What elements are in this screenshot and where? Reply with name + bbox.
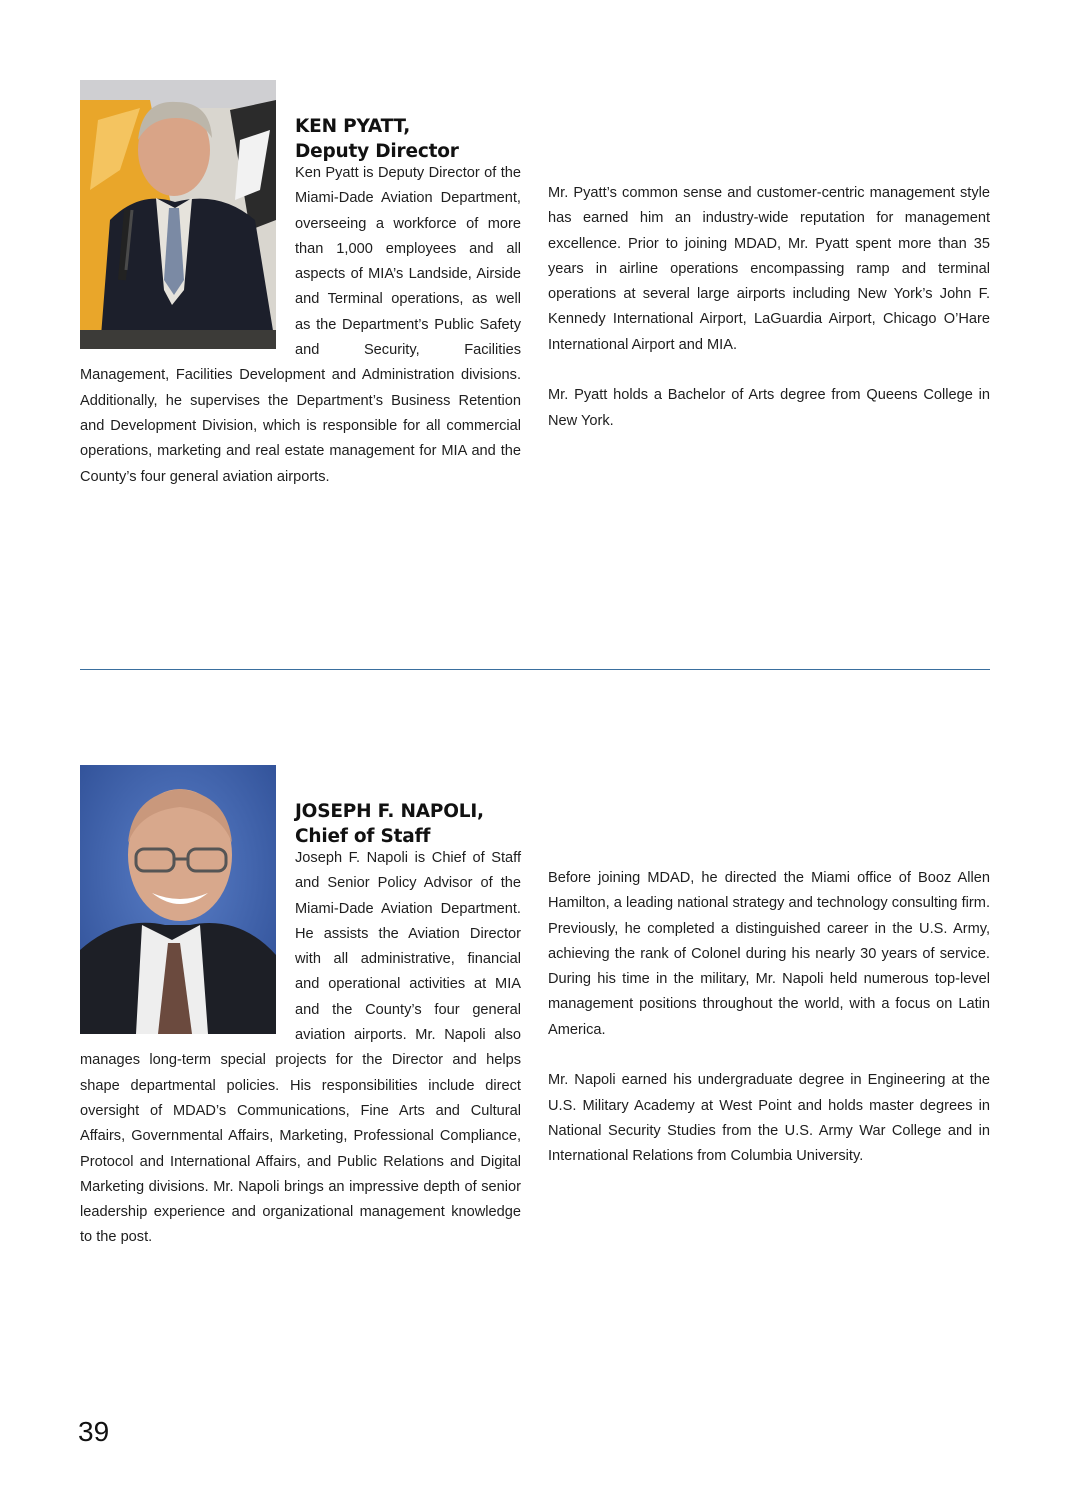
person-name: KEN PYATT, (295, 116, 411, 137)
bio-paragraph: Mr. Pyatt holds a Bachelor of Arts degree from Queens College in New York. (548, 387, 990, 429)
section-divider (80, 669, 990, 670)
bio-paragraph: Mr. Napoli earned his undergraduate degree in Engineering at the U.S. Military Academy at West Point and holds master degrees in National Security Studies from the U.S. Army War College and in International Relations from Columbia University. (548, 1072, 990, 1165)
left-column (80, 80, 521, 490)
bio-paragraph: Mr. Pyatt’s common sense and customer-centric management style has earned him an industry-wide reputation for management excellence. Prior to joining MDAD, Mr. Pyatt spent more than 35 years in airline operations encompassing ramp and terminal operations at several large airports including New York’s John F. Kennedy International Airport, LaGuardia Airport, Chicago O’Hare International Airport and MIA. (548, 185, 990, 353)
right-column (548, 866, 990, 1170)
bio-intro-text: Ken Pyatt is Deputy Director of the Miami-Dade Aviation Department, overseeing a workforce of more than 1,000 employees and all aspects of MIA’s Landside, Airside and Terminal operations, as well as the Department’s Public Safety and Security, Facilities Management, Facilities Development and Administration divisions. Additionally, he supervises the Department’s Business Retention and Development Division, which is responsible for all commercial operations, marketing and real estate management for MIA and the County’s four general aviation airports. (80, 165, 521, 485)
bio-intro-text: Joseph F. Napoli is Chief of Staff and Senior Policy Advisor of the Miami-Dade Aviation Department. He assists the Aviation Director with all administrative, financial and operational activities at MIA and the County’s four general aviation airports. Mr. Napoli also manages long-term special projects for the Director and helps shape departmental policies. His responsibilities include direct oversight of MDAD’s Communications, Fine Arts and Cultural Affairs, Governmental Affairs, Marketing, Professional Compliance, Protocol and International Affairs, and Public Relations and Digital Marketing divisions. Mr. Napoli brings an impressive depth of senior leadership experience and organizational management knowledge to the post. (80, 850, 521, 1246)
portrait-photo-ken-pyatt (80, 80, 276, 349)
right-column (548, 181, 990, 434)
bio-paragraph: Before joining MDAD, he directed the Miami office of Booz Allen Hamilton, a leading national strategy and technology consulting firm. Previously, he completed a distinguished career in the U.S. Army, achieving the rank of Colonel during his nearly 30 years of service. During his time in the military, Mr. Napoli held numerous top-level management positions throughout the world, with a focus on Latin America. (548, 870, 990, 1038)
left-column (80, 765, 521, 1251)
person-title: Deputy Director (295, 141, 459, 162)
person-name: JOSEPH F. NAPOLI, (295, 801, 484, 822)
page-number: 39 (78, 1416, 110, 1447)
person-title: Chief of Staff (295, 826, 431, 847)
portrait-photo-joseph-napoli (80, 765, 276, 1034)
